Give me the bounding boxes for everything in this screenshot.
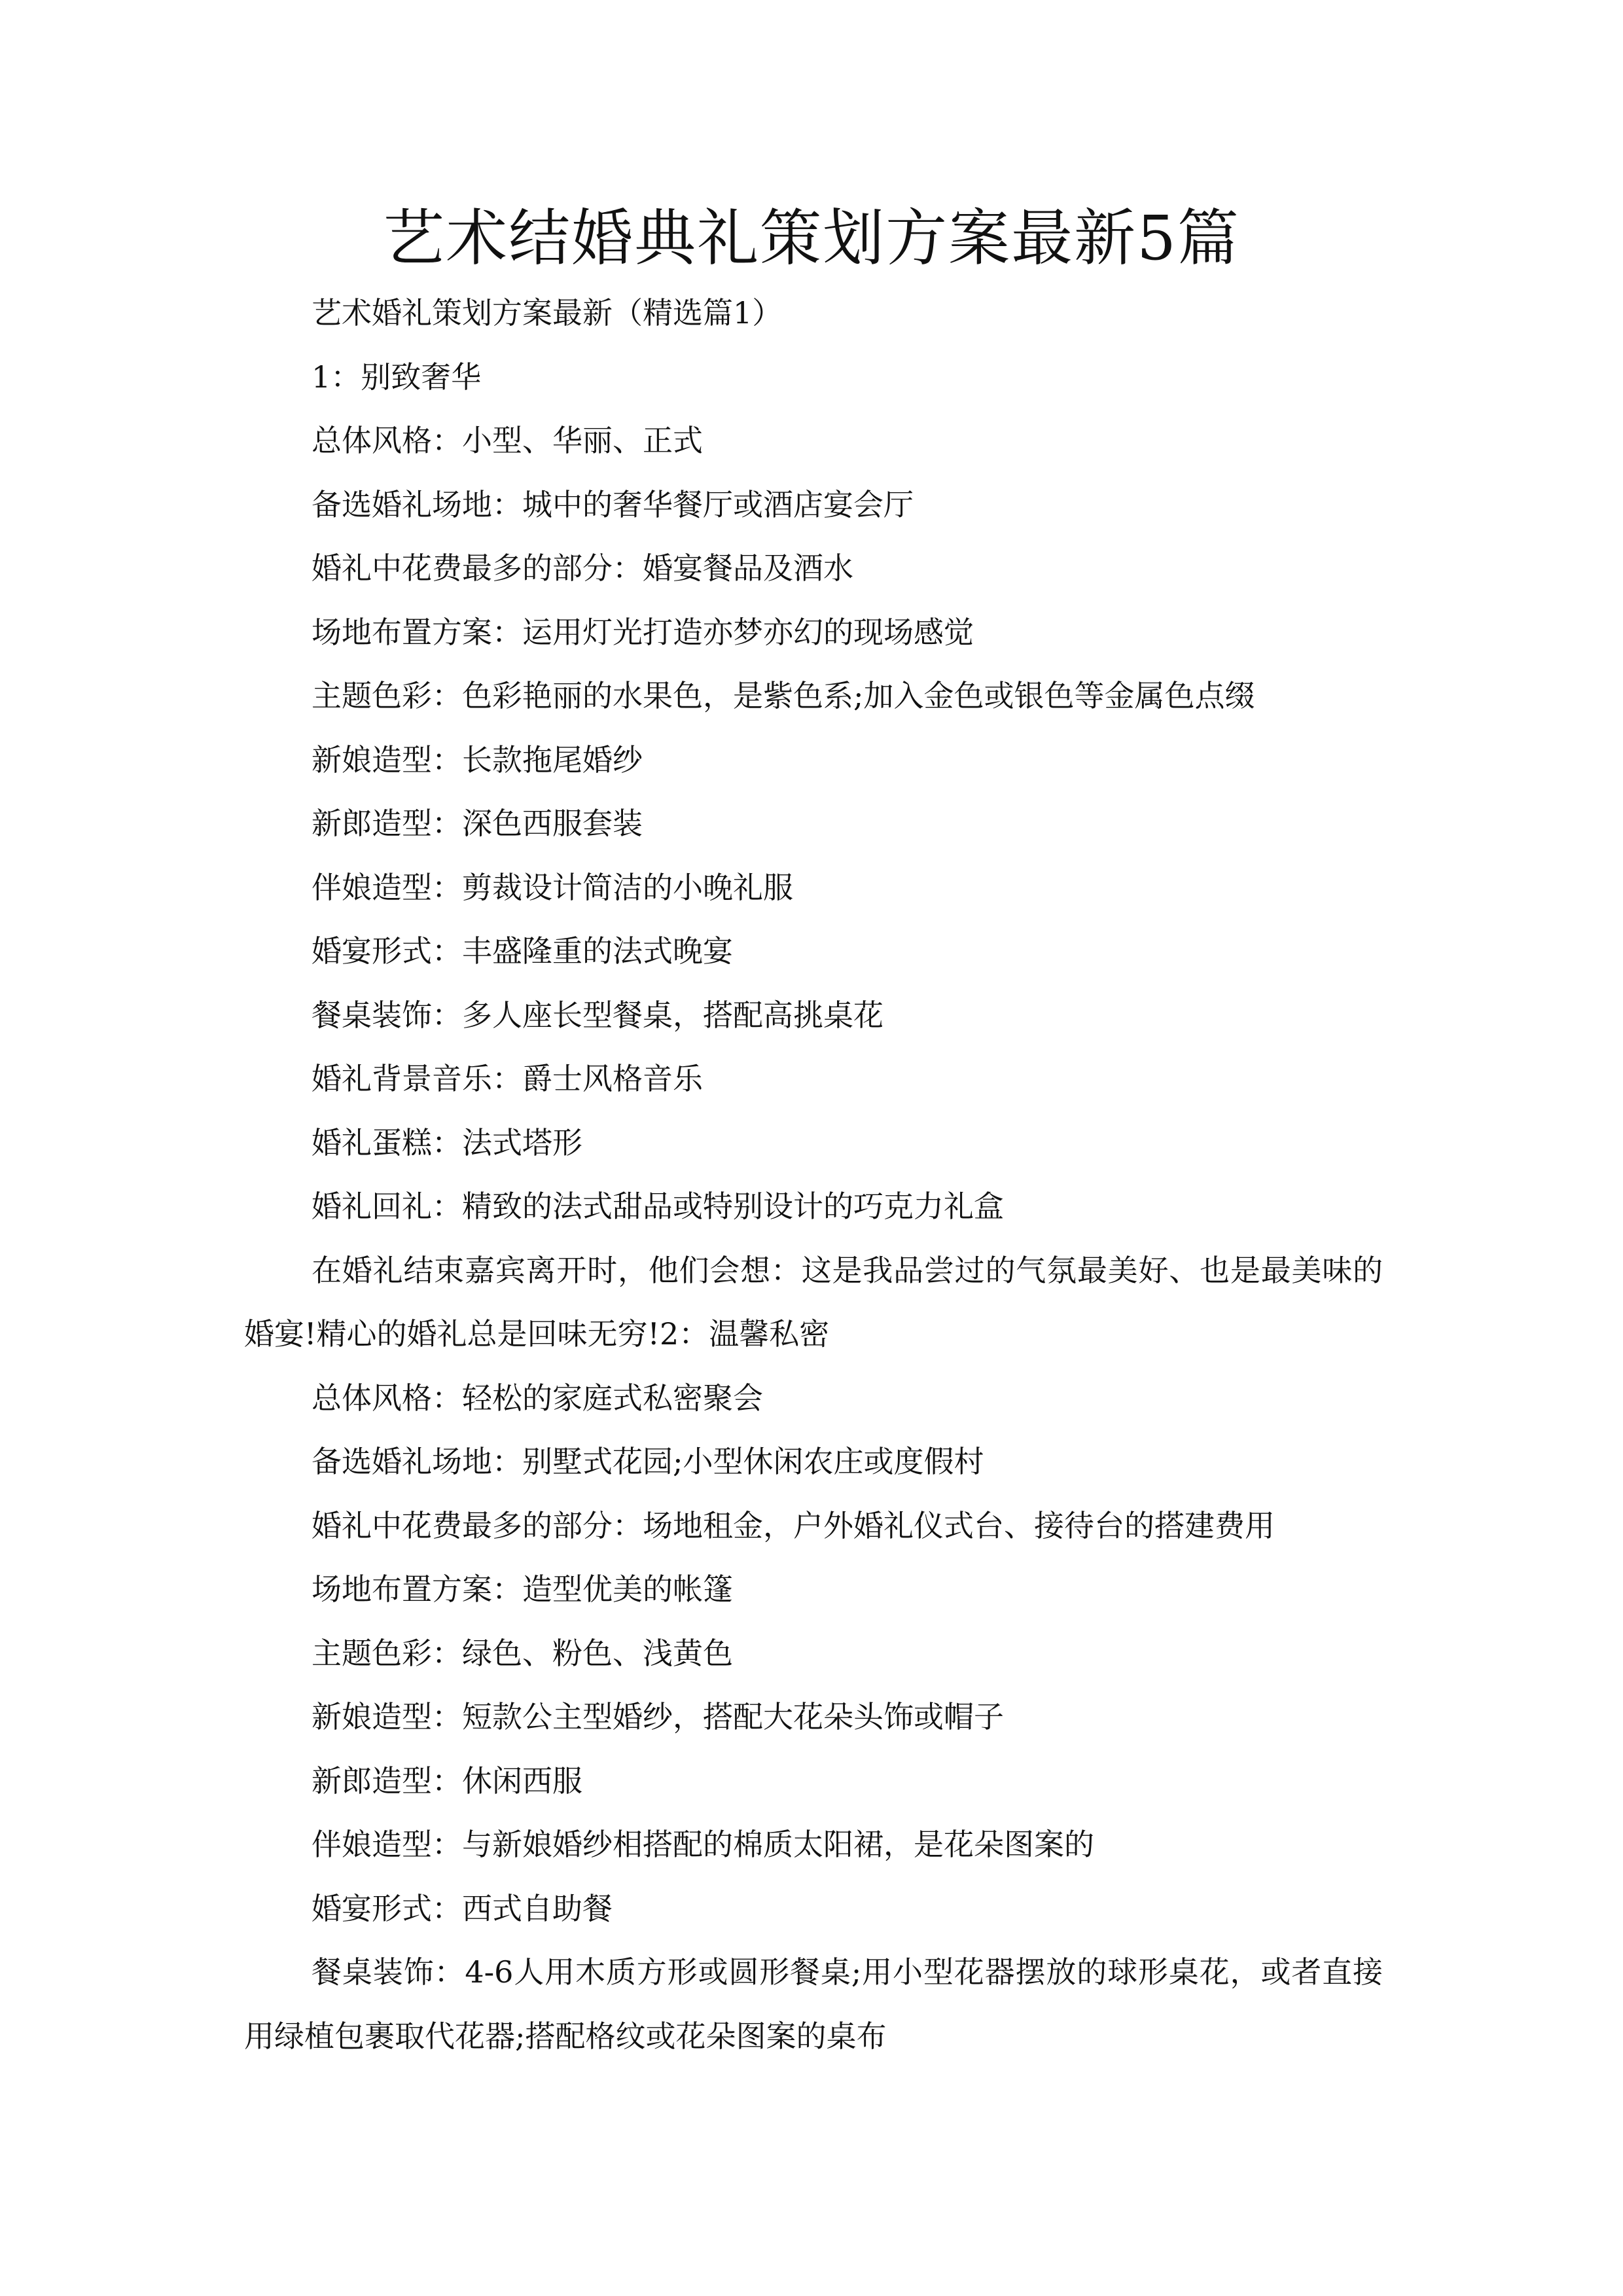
paragraph: 婚礼中花费最多的部分：场地租金，户外婚礼仪式台、接待台的搭建费用 <box>312 1507 1275 1543</box>
paragraph: 婚礼背景音乐：爵士风格音乐 <box>312 1061 703 1096</box>
paragraph: 婚礼蛋糕：法式塔形 <box>312 1124 582 1160</box>
paragraph: 备选婚礼场地：别墅式花园;小型休闲农庄或度假村 <box>312 1444 984 1479</box>
paragraph: 新娘造型：长款拖尾婚纱 <box>312 742 643 778</box>
paragraph: 新郎造型：休闲西服 <box>312 1763 582 1799</box>
paragraph: 餐桌装饰：多人座长型餐桌，搭配高挑桌花 <box>312 997 883 1033</box>
document-body <box>244 281 1383 2068</box>
paragraph: 新郎造型：深色西服套装 <box>312 806 643 841</box>
paragraph: 伴娘造型：与新娘婚纱相搭配的棉质太阳裙，是花朵图案的 <box>312 1827 1094 1862</box>
paragraph: 婚礼中花费最多的部分：婚宴餐品及酒水 <box>312 550 853 586</box>
document-title: 艺术结婚典礼策划方案最新5篇 <box>383 203 1240 274</box>
paragraph: 婚宴形式：西式自助餐 <box>312 1890 613 1926</box>
paragraph: 场地布置方案：运用灯光打造亦梦亦幻的现场感觉 <box>312 614 974 650</box>
paragraph: 总体风格：小型、华丽、正式 <box>312 423 703 458</box>
paragraph: 场地布置方案：造型优美的帐篷 <box>312 1571 733 1607</box>
paragraph: 总体风格：轻松的家庭式私密聚会 <box>312 1380 763 1416</box>
paragraph: 主题色彩：绿色、粉色、浅黄色 <box>312 1635 733 1671</box>
paragraph-multiline: 在婚礼结束嘉宾离开时，他们会想：这是我品尝过的气氛最美好、也是最美味的婚宴!精心的婚礼总是回味无穷!2：温馨私密 <box>244 1252 1383 1352</box>
paragraph: 婚宴形式：丰盛隆重的法式晚宴 <box>312 933 733 969</box>
paragraph: 新娘造型：短款公主型婚纱，搭配大花朵头饰或帽子 <box>312 1699 1004 1734</box>
paragraph: 备选婚礼场地：城中的奢华餐厅或酒店宴会厅 <box>312 486 914 522</box>
section-heading: 艺术婚礼策划方案最新（精选篇1） <box>312 295 783 331</box>
paragraph: 伴娘造型：剪裁设计简洁的小晚礼服 <box>312 869 793 905</box>
subsection-heading: 1：别致奢华 <box>312 359 482 395</box>
paragraph: 主题色彩：色彩艳丽的水果色，是紫色系;加入金色或银色等金属色点缀 <box>312 678 1255 713</box>
paragraph: 婚礼回礼：精致的法式甜品或特别设计的巧克力礼盒 <box>312 1189 1004 1224</box>
paragraph-multiline: 餐桌装饰：4-6人用木质方形或圆形餐桌;用小型花器摆放的球形桌花，或者直接用绿植包裹取代花器;搭配格纹或花朵图案的桌布 <box>244 1954 1383 2054</box>
